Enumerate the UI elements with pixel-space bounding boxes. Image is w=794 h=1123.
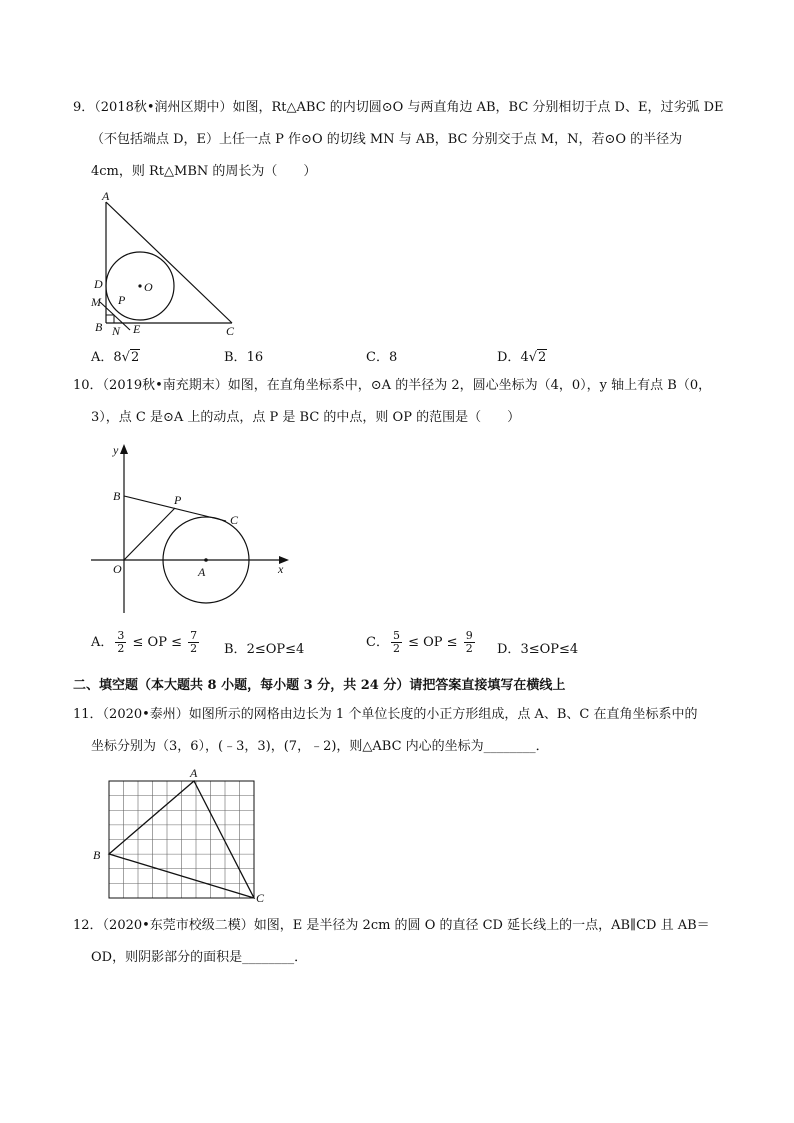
section-heading: 二、填空题（本大题共 8 小题，每小题 3 分，共 24 分）请把答案直接填写在横线上 <box>73 678 566 693</box>
q10-label-x: x <box>278 562 284 576</box>
q9-figure <box>90 190 240 340</box>
q10-option-c: C． $\frac{5}{2}$ ≤ OP ≤ $\frac{9}{2}$ <box>366 629 473 655</box>
q9-label-P: P <box>118 293 126 307</box>
q11-line2: 坐标分别为（3，6），(﹣3，3)，(7，﹣2)，则△ABC 内心的坐标为________． <box>91 739 549 754</box>
q9-option-a: A．8√2 <box>91 350 140 365</box>
q9-option-b: B．16 <box>224 350 264 365</box>
q10-line1: 10．（2019秋•南充期末）如图，在直角坐标系中，⊙A 的半径为 2，圆心坐标为（4，0），y 轴上有点 B（0， <box>73 378 712 393</box>
grid-lines <box>109 781 254 898</box>
q10-option-a: A． $\frac{3}{2}$ ≤ OP ≤ $\frac{7}{2}$ <box>91 629 198 655</box>
q9-label-O: O <box>144 280 153 294</box>
q9-label-B: B <box>95 320 103 334</box>
q10-option-b: B．2≤OP≤4 <box>224 642 305 657</box>
fraction: $\frac{9}{2}$ <box>465 629 473 655</box>
q9-label-A: A <box>102 189 110 203</box>
q9-line1: 9．（2018秋•润州区期中）如图，Rt△ABC 的内切圆⊙O 与两直角边 AB，BC 分别相切于点 D、E，过劣弧 DE <box>73 100 724 115</box>
q11-label-B: B <box>93 848 101 862</box>
q9-option-d: D．4√2 <box>497 350 547 365</box>
q9-line3: 4cm，则 Rt△MBN 的周长为（ ） <box>91 164 317 179</box>
fraction: $\frac{3}{2}$ <box>117 629 125 655</box>
q11-label-C: C <box>256 891 265 905</box>
q9-label-C: C <box>226 324 235 338</box>
q9-option-c: C．8 <box>366 350 398 365</box>
sqrt-sign: √2 <box>528 350 547 365</box>
fraction: $\frac{5}{2}$ <box>392 629 400 655</box>
q12-line2: OD，则阴影部分的面积是________． <box>91 950 308 965</box>
sqrt-sign: √2 <box>121 350 140 365</box>
q9-label-E: E <box>133 322 141 336</box>
q10-label-O: O <box>113 562 122 576</box>
q9-label-M: M <box>91 295 101 309</box>
q10-option-d: D．3≤OP≤4 <box>497 642 579 657</box>
q10-line2: 3），点 C 是⊙A 上的动点，点 P 是 BC 的中点，则 OP 的范围是（ ） <box>91 410 521 425</box>
q11-line1: 11．（2020•泰州）如图所示的网格由边长为 1 个单位长度的小正方形组成，点 A、B、C 在直角坐标系中的 <box>73 707 698 722</box>
q9-label-D: D <box>94 277 103 291</box>
q10-label-y: y <box>113 443 119 457</box>
q9-label-N: N <box>112 324 121 338</box>
q10-figure <box>85 440 305 620</box>
q10-label-A: A <box>198 565 206 579</box>
fraction: $\frac{7}{2}$ <box>190 629 198 655</box>
q11-label-A: A <box>190 766 198 780</box>
q9-line2: （不包括端点 D，E）上任一点 P 作⊙O 的切线 MN 与 AB，BC 分别交于点 M，N，若⊙O 的半径为 <box>91 132 683 147</box>
q10-label-B: B <box>113 489 121 503</box>
q11-figure <box>90 765 270 905</box>
q10-label-C: C <box>230 513 239 527</box>
q10-label-P: P <box>174 493 182 507</box>
q12-line1: 12．（2020•东莞市校级二模）如图，E 是半径为 2cm 的圆 O 的直径 CD 延长线上的一点，AB∥CD 且 AB＝ <box>73 918 710 933</box>
